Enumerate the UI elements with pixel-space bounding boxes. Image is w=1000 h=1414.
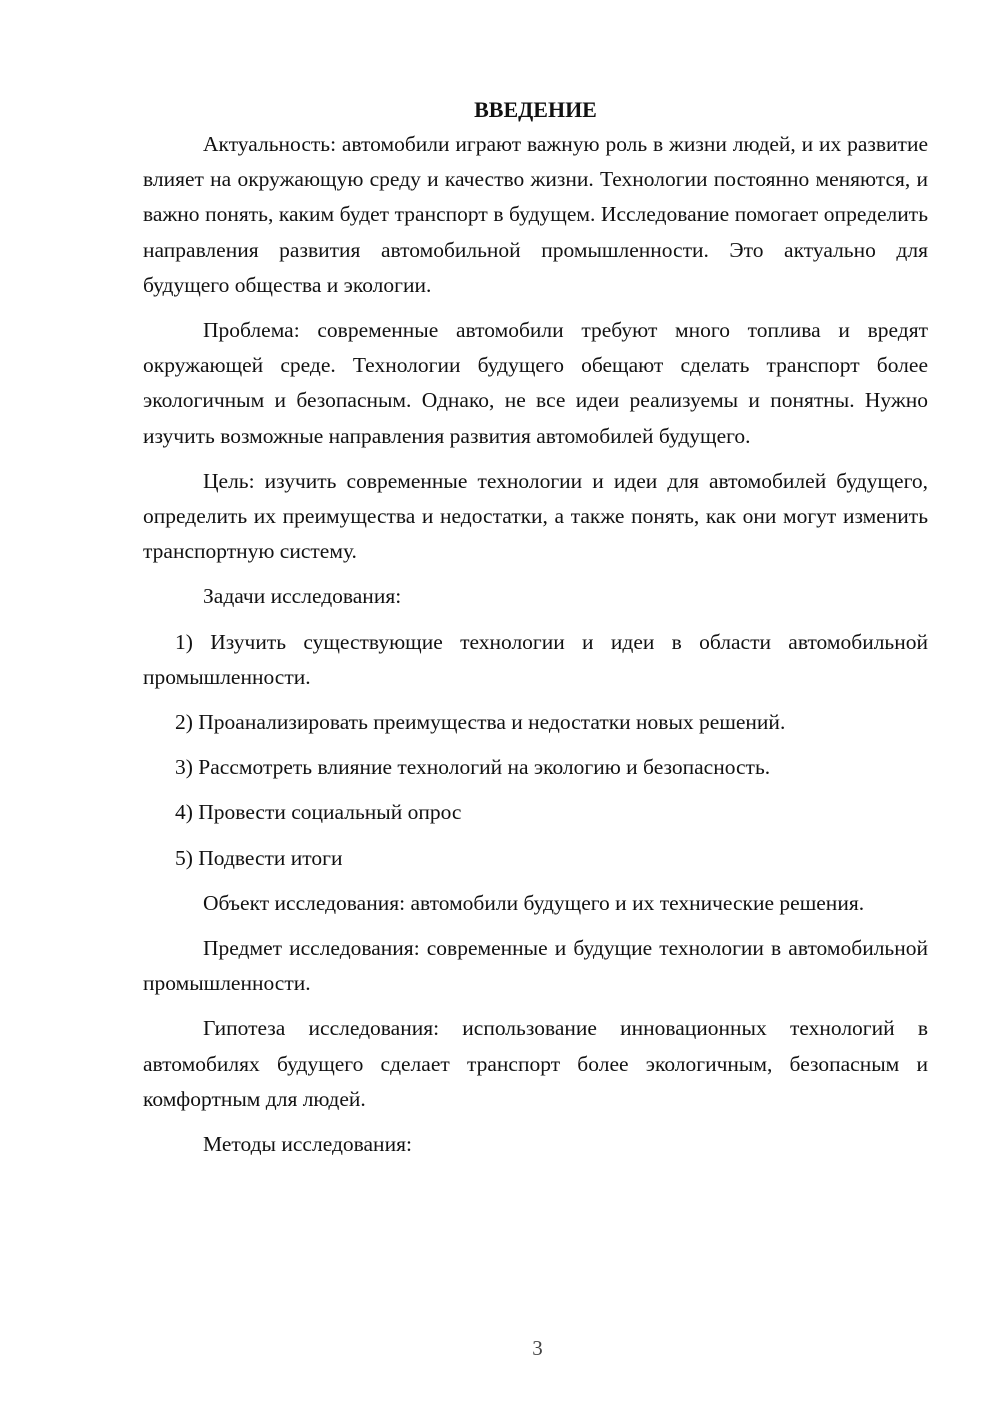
subject-paragraph: Предмет исследования: современные и будущие технологии в автомобильной промышленности. bbox=[143, 936, 928, 996]
goal-paragraph: Цель: изучить современные технологии и идеи для автомобилей будущего, определить их преимущества и недостатки, а также понять, как они могут изменить транспортную систему. bbox=[143, 468, 928, 564]
document-body bbox=[143, 94, 928, 1172]
tasks-label: Задачи исследования: bbox=[203, 584, 402, 609]
relevance-paragraph: Актуальность: автомобили играют важную роль в жизни людей, и их развитие влияет на окружающую среду и качество жизни. Технологии постоянно меняются, и важно понять, каким будет транспорт в будущем. Исследование помогает определить направления развития автомобильной промышленности. Это актуально для будущего общества и экологии. bbox=[143, 132, 928, 297]
task-item: 2) Проанализировать преимущества и недостатки новых решений. bbox=[175, 710, 786, 735]
task-item: 3) Рассмотреть влияние технологий на экологию и безопасность. bbox=[175, 755, 771, 780]
hypothesis-paragraph: Гипотеза исследования: использование инновационных технологий в автомобилях будущего сделает транспорт более экологичным, безопасным и комфортным для людей. bbox=[143, 1016, 928, 1111]
task-item: 4) Провести социальный опрос bbox=[175, 800, 462, 825]
page-number: 3 bbox=[532, 1336, 543, 1360]
object-paragraph: Объект исследования: автомобили будущего и их технические решения. bbox=[203, 890, 865, 915]
task-item: 5) Подвести итоги bbox=[175, 845, 343, 870]
task-item: 1) Изучить существующие технологии и идеи в области автомобильной промышленности. bbox=[143, 629, 928, 689]
methods-label: Методы исследования: bbox=[203, 1132, 412, 1157]
section-heading: ВВЕДЕНИЕ bbox=[474, 97, 597, 122]
problem-paragraph: Проблема: современные автомобили требуют много топлива и вредят окружающей среде. Технологии будущего обещают сделать транспорт более экологичным и безопасным. Однако, не все идеи реализуемы и понятны. Нужно изучить возможные направления развития автомобилей будущего. bbox=[143, 318, 928, 448]
